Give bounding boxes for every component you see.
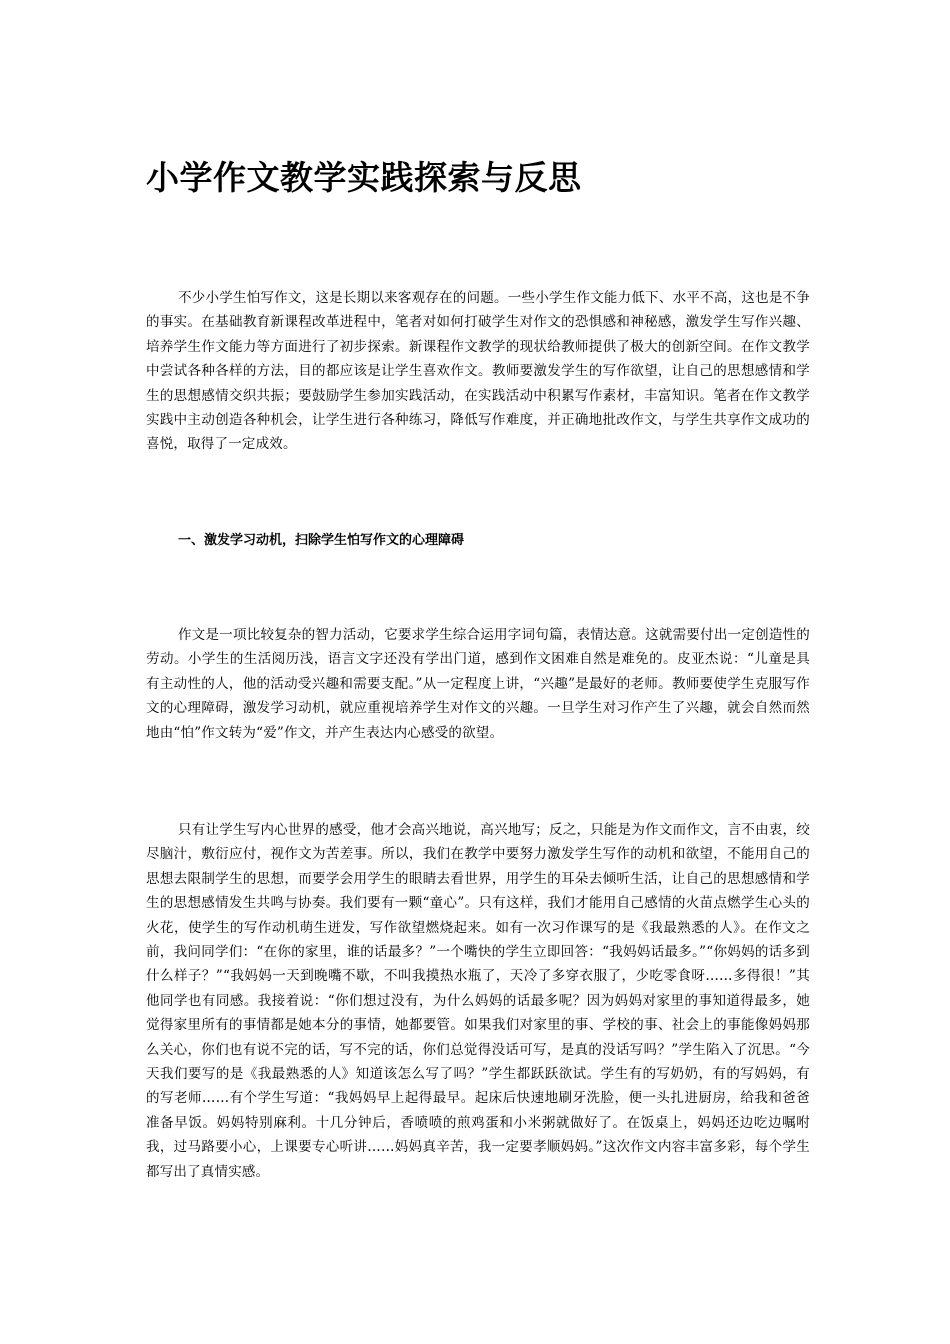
- section-paragraph-2: 只有让学生写内心世界的感受，他才会高兴地说，高兴地写；反之，只能是为作文而作文，言不由衷，绞尽脑汁，敷衍应付，视作文为苦差事。所以，我们在教学中要努力激发学生写作的动机和欲望，不能用自己的思想去限制学生的思想，而要学会用学生的眼睛去看世界，用学生的耳朵去倾听生活，让自己的思想感情和学生的思想感情发生共鸣与协奏。我们要有一颗“童心”。只有这样，我们才能用自己感情的火苗点燃学生心头的火花，使学生的写作动机萌生迸发，写作欲望燃烧起来。如有一次习作课写的是《我最熟悉的人》。在作文之前，我问同学们：“在你的家里，谁的话最多？”一个嘴快的学生立即回答：“我妈妈话最多。”“你妈妈的话多到什么样子？”“我妈妈一天到晚嘴不歇，不叫我摸热水瓶了，天冷了多穿衣服了，少吃零食呀……多得很！”其他同学也有同感。我接着说：“你们想过没有，为什么妈妈的话最多呢？因为妈妈对家里的事知道得最多，她觉得家里所有的事情都是她本分的事情，她都要管。如果我们对家里的事、学校的事、社会上的事能像妈妈那么关心，你们也有说不完的话，写不完的话，你们总觉得没话可写，是真的没话写吗？”学生陷入了沉思。“今天我们要写的是《我最熟悉的人》知道该怎么写了吗？”学生都跃跃欲试。学生有的写奶奶，有的写妈妈，有的写老师……有个学生写道：“我妈妈早上起得最早。起床后快速地刷牙洗脸，便一头扎进厨房，给我和爸爸准备早饭。妈妈特别麻利。十几分钟后，香喷喷的煎鸡蛋和小米粥就做好了。在饭桌上，妈妈还边吃边嘱咐我，过马路要小心，上课要专心听讲……妈妈真辛苦，我一定要孝顺妈妈。”这次作文内容丰富多彩，每个学生都写出了真情实感。: [146, 822, 810, 1180]
- section-paragraph-1: 作文是一项比较复杂的智力活动，它要求学生综合运用字词句篇，表情达意。这就需要付出一定创造性的劳动。小学生的生活阅历浅，语言文字还没有学出门道，感到作文困难自然是难免的。皮亚杰说：“儿童是具有主动性的人，他的活动受兴趣和需要支配。”从一定程度上讲，“兴趣”是最好的老师。教师要使学生克服写作文的心理障碍，激发学习动机，就应重视培养学生对作文的兴趣。一旦学生对习作产生了兴趣，就会自然而然地由“怕”作文转为“爱”作文，并产生表达内心感受的欲望。: [146, 627, 810, 741]
- document-title: 小学作文教学实践探索与反思: [146, 158, 582, 197]
- section-heading: 一、激发学习动机，扫除学生怕写作文的心理障碍: [178, 533, 465, 548]
- intro-paragraph: 不少小学生怕写作文，这是长期以来客观存在的问题。一些小学生作文能力低下、水平不高，这也是不争的事实。在基础教育新课程改革进程中，笔者对如何打破学生对作文的恐惧感和神秘感，激发学生写作兴趣、培养学生作文能力等方面进行了初步探索。新课程作文教学的现状给教师提供了极大的创新空间。在作文教学中尝试各种各样的方法，目的都应该是让学生喜欢作文。教师要激发学生的写作欲望，让自己的思想感情和学生的思想感情交织共振；要鼓励学生参加实践活动，在实践活动中积累写作素材，丰富知识。笔者在作文教学实践中主动创造各种机会，让学生进行各种练习，降低写作难度，并正确地批改作文，与学生共享作文成功的喜悦，取得了一定成效。: [146, 290, 810, 453]
